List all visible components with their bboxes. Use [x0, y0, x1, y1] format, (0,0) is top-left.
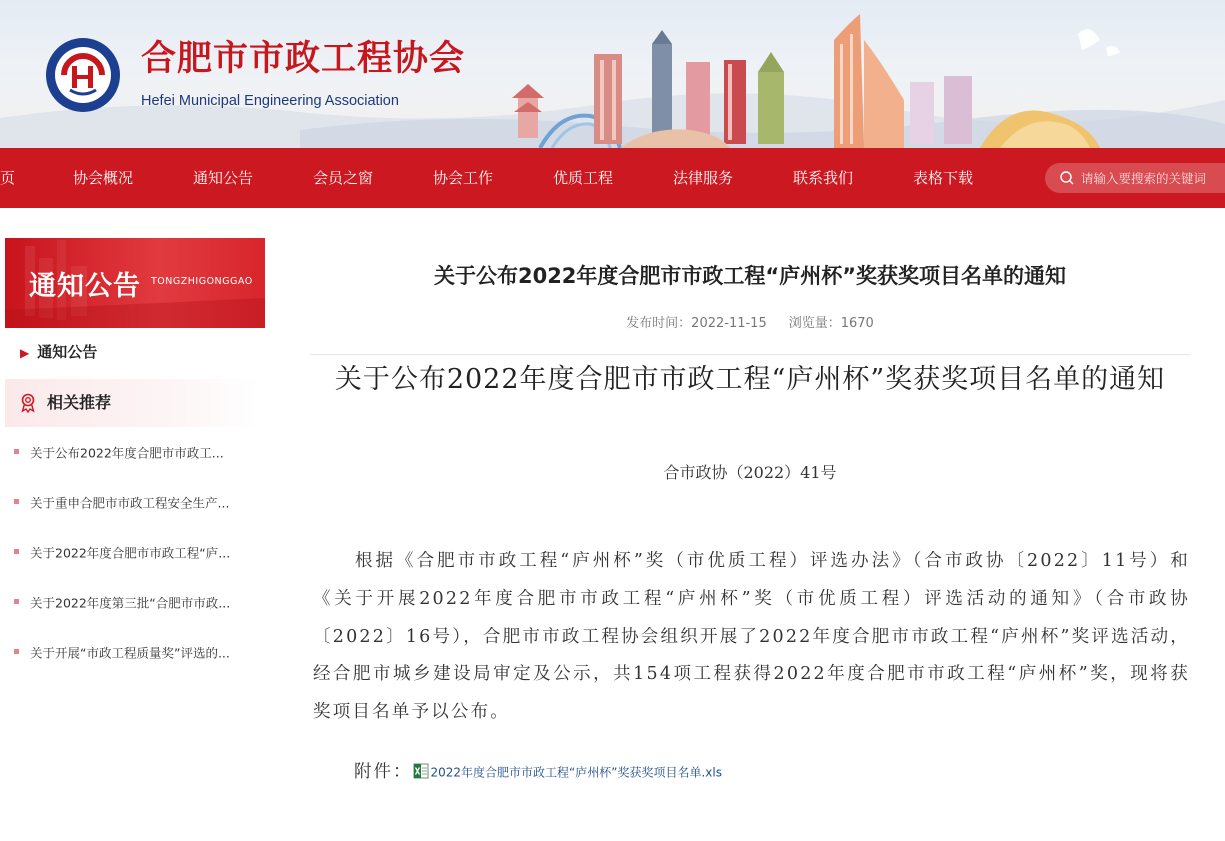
nav-item-quality-projects[interactable]: 优质工程 — [553, 169, 614, 187]
bullet-square-icon — [14, 599, 19, 604]
nav-item-work[interactable]: 协会工作 — [433, 169, 494, 187]
recommend-item[interactable]: 关于2022年度合肥市市政工程“庐... — [14, 543, 256, 563]
view-count: 浏览量：1670 — [788, 316, 874, 331]
attachment-row — [354, 758, 722, 786]
recommend-item[interactable]: 关于2022年度第三批“合肥市市政... — [14, 593, 256, 613]
chevron-right-icon: ▶ — [20, 346, 30, 360]
sidebar-item-label: 通知公告 — [37, 343, 98, 361]
search-input[interactable] — [1081, 163, 1225, 193]
site-title: 合肥市市政工程协会 — [141, 38, 466, 79]
sidebar-item-notices[interactable] — [20, 340, 97, 364]
excel-file-icon — [413, 763, 429, 779]
article-body: 根据《合肥市市政工程“庐州杯”奖（市优质工程）评选办法》（合市政协〔2022〕11号）和《关于开展2022年度合肥市市政工程“庐州杯”奖（市优质工程）评选活动的通知》（合市政协〔2022〕16号），合肥市市政工程协会组织开展了2022年度合肥市市政工程“庐州杯”奖评选活动，经合肥市城乡建设局审定及公示，共154项工程获得2022年度合肥市市政工程“庐州杯”奖，现将获奖项目名单予以公布。 — [313, 551, 1190, 723]
search-box[interactable] — [1045, 163, 1225, 193]
document-number: 合市政协（2022）41号 — [663, 463, 837, 482]
recommend-item[interactable]: 关于开展“市政工程质量奖”评选的... — [14, 643, 256, 663]
nav-item-home[interactable]: 页 — [0, 169, 16, 187]
nav-item-legal[interactable]: 法律服务 — [673, 169, 734, 187]
recommend-header — [5, 379, 257, 427]
bullet-square-icon — [14, 649, 19, 654]
nav-item-about[interactable]: 协会概况 — [73, 169, 134, 187]
article-meta — [310, 313, 1190, 335]
attachment-label: 附件： — [354, 762, 413, 782]
main-nav — [0, 148, 1225, 208]
bullet-square-icon — [14, 499, 19, 504]
publish-date: 发布时间：2022-11-15 — [626, 316, 767, 331]
divider — [310, 354, 1190, 355]
association-logo-icon — [44, 36, 122, 114]
nav-item-forms[interactable]: 表格下载 — [913, 169, 974, 187]
header-banner — [0, 0, 1225, 148]
nav-item-members[interactable]: 会员之窗 — [313, 169, 374, 187]
attachment-link[interactable]: 2022年度合肥市市政工程“庐州杯”奖获奖项目名单.xls — [430, 765, 722, 780]
nav-item-contact[interactable]: 联系我们 — [793, 169, 854, 187]
sidebar-section-header — [5, 238, 265, 328]
recommend-item[interactable]: 关于重申合肥市市政工程安全生产... — [14, 493, 256, 513]
sidebar-section-pinyin: TONGZHIGONGGAO — [151, 276, 253, 287]
bullet-square-icon — [14, 449, 19, 454]
sidebar-section-title: 通知公告 — [29, 271, 141, 302]
bullet-square-icon — [14, 549, 19, 554]
recommend-item[interactable]: 关于公布2022年度合肥市市政工... — [14, 443, 256, 463]
document-title: 关于公布2022年度合肥市市政工程“庐州杯”奖获奖项目名单的通知 — [334, 364, 1166, 395]
search-icon[interactable] — [1059, 170, 1075, 186]
award-ribbon-icon — [19, 393, 37, 413]
article-title: 关于公布2022年度合肥市市政工程“庐州杯”奖获奖项目名单的通知 — [433, 264, 1067, 288]
recommend-title: 相关推荐 — [47, 393, 112, 412]
site-subtitle: Hefei Municipal Engineering Association — [141, 93, 399, 109]
nav-item-notices[interactable]: 通知公告 — [193, 169, 254, 187]
